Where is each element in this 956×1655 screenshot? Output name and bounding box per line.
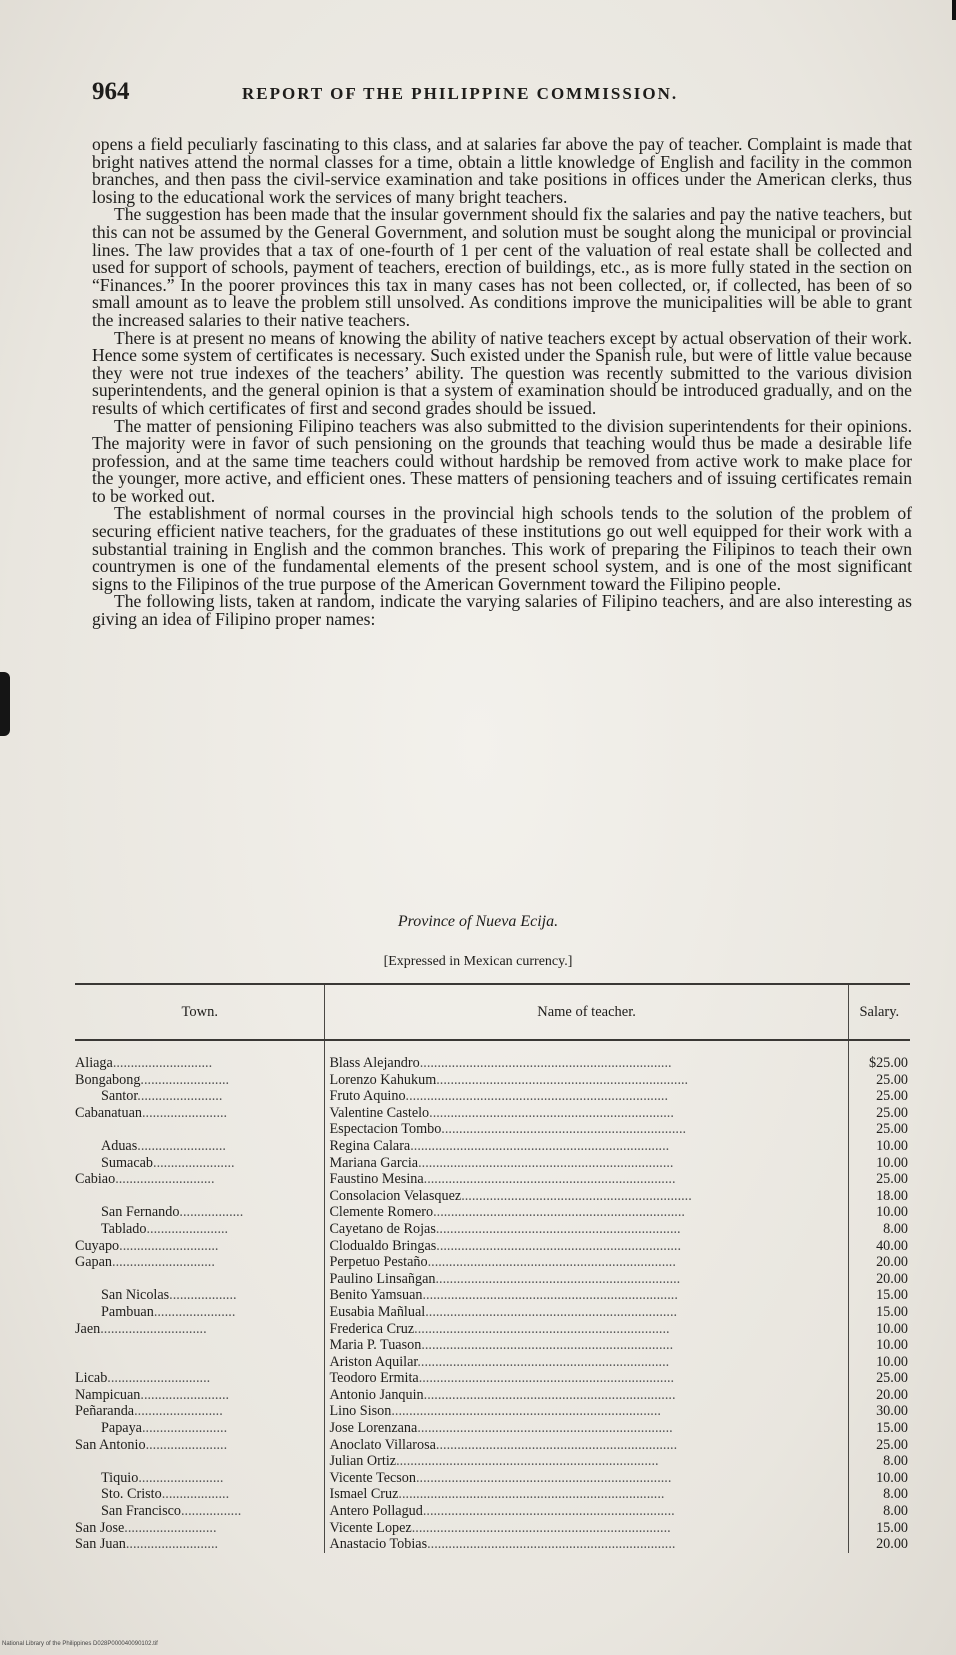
leader-dots: ...................................................................... <box>427 1254 676 1271</box>
teacher-name: Clemente Romero <box>329 1204 434 1221</box>
cell-town <box>75 1470 325 1487</box>
table-row <box>75 1337 910 1354</box>
table-row <box>75 1188 910 1205</box>
cell-teacher-name <box>325 1171 848 1188</box>
leader-dots: ..................................................................... <box>435 1270 681 1287</box>
town-name: San Fernando <box>101 1204 180 1221</box>
teacher-name: Antero Pollagud <box>329 1503 423 1520</box>
table-row <box>75 1354 910 1371</box>
teacher-name: Anastacio Tobias <box>329 1536 428 1553</box>
cell-salary: 20.00 <box>876 1270 908 1287</box>
table-row <box>75 1155 910 1172</box>
table-subtitle: [Expressed in Mexican currency.] <box>383 954 573 969</box>
page-header <box>92 78 912 106</box>
cell-salary: 25.00 <box>876 1088 908 1105</box>
cell-teacher-name <box>325 1287 848 1304</box>
leader-dots: ......................... <box>137 1137 226 1154</box>
cell-town <box>75 1486 325 1503</box>
leader-dots: .............................. <box>100 1320 207 1337</box>
teacher-name: Faustino Mesina <box>329 1171 424 1188</box>
leader-dots: ........................................................................ <box>417 1420 673 1437</box>
cell-salary: 25.00 <box>876 1436 908 1453</box>
town-name: San Juan <box>75 1536 126 1553</box>
cell-teacher-name <box>325 1304 848 1321</box>
leader-dots: .......................................................................... <box>396 1453 659 1470</box>
cell-town <box>75 1171 325 1188</box>
cell-town <box>75 1188 325 1205</box>
paragraph: The establishment of normal courses in the provincial high schools tends to the solution of the problem of securing efficient native teachers, for the graduates of these institutions go out well equipped for their work with a substantial training in English and the common branches. This work of preparing the Filipinos to teach their own countrymen is one of the fundamental elements of the present school system, and is one of the most significant signs to the Filipinos of the true purpose of the American Government toward the Filipino people. <box>92 503 912 594</box>
cell-teacher-name <box>325 1155 848 1172</box>
column-header-name: Name of teacher. <box>325 984 848 1040</box>
table-row <box>75 1503 910 1520</box>
cell-town <box>75 1321 325 1338</box>
cell-town <box>75 1287 325 1304</box>
leader-dots: ............................. <box>107 1370 211 1387</box>
cell-town <box>75 1520 325 1537</box>
cell-salary: 8.00 <box>883 1503 908 1520</box>
cell-teacher-name <box>325 1420 848 1437</box>
leader-dots: ....................................................................... <box>423 1386 676 1403</box>
town-name: Cabanatuan <box>75 1104 142 1121</box>
table-row <box>75 1321 910 1338</box>
cell-town <box>75 1138 325 1155</box>
cell-salary: 10.00 <box>876 1320 908 1337</box>
town-name: Santor <box>101 1088 138 1105</box>
cell-salary: 20.00 <box>876 1254 908 1271</box>
table-row <box>75 1470 910 1487</box>
cell-town <box>75 1155 325 1172</box>
leader-dots: ................... <box>161 1486 230 1503</box>
table-row <box>75 1105 910 1122</box>
leader-dots: ......................................................................... <box>410 1137 670 1154</box>
teacher-name: Clodualdo Bringas <box>329 1237 437 1254</box>
cell-teacher-name <box>325 1337 848 1354</box>
cell-salary: 10.00 <box>876 1154 908 1171</box>
teacher-name: Frederica Cruz <box>329 1320 415 1337</box>
leader-dots: ......................... <box>140 1386 230 1403</box>
teacher-name: Eusabia Mañlual <box>329 1303 426 1320</box>
teacher-name: Benito Yamsuan <box>329 1287 423 1304</box>
cell-teacher-name <box>325 1138 848 1155</box>
table-row <box>75 1221 910 1238</box>
teacher-name: Regina Calara <box>329 1137 411 1154</box>
teacher-name: Paulino Linsañgan <box>329 1270 436 1287</box>
cell-salary: 10.00 <box>876 1353 908 1370</box>
leader-dots: ....................................................................... <box>425 1303 678 1320</box>
table-row <box>75 1171 910 1188</box>
cell-salary: 18.00 <box>876 1187 908 1204</box>
cell-town <box>75 1503 325 1520</box>
cell-salary: 25.00 <box>876 1370 908 1387</box>
leader-dots: ........................ <box>138 1469 224 1486</box>
cell-salary: 25.00 <box>876 1121 908 1138</box>
cell-salary: 15.00 <box>876 1519 908 1536</box>
leader-dots: ............................ <box>112 1055 213 1071</box>
cell-teacher-name <box>325 1370 848 1387</box>
cell-town <box>75 1088 325 1105</box>
cell-teacher-name <box>325 1503 848 1520</box>
leader-dots: ....................... <box>145 1436 228 1453</box>
teacher-name: Jose Lorenzana <box>329 1420 418 1437</box>
leader-dots: ....................... <box>153 1303 236 1320</box>
leader-dots: ........................................................................ <box>418 1154 674 1171</box>
cell-teacher-name <box>325 1453 848 1470</box>
leader-dots: ....................................................................... <box>436 1071 689 1088</box>
leader-dots: ....................................................................... <box>417 1353 670 1370</box>
table-row <box>75 1088 910 1105</box>
town-name: Sto. Cristo <box>101 1486 162 1503</box>
leader-dots: ...................................................................... <box>427 1536 676 1553</box>
teacher-name: Maria P. Tuason <box>329 1337 422 1354</box>
table-row <box>75 1304 910 1321</box>
town-name: San Antonio <box>75 1436 146 1453</box>
leader-dots: ........................................................................ <box>422 1287 678 1304</box>
table-row <box>75 1254 910 1271</box>
teacher-name: Blass Alejandro <box>329 1055 420 1071</box>
teacher-name: Mariana Garcia <box>329 1154 419 1171</box>
teacher-name: Teodoro Ermita <box>329 1370 419 1387</box>
teacher-name: Antonio Janquin <box>329 1386 424 1403</box>
leader-dots: .................................................................... <box>435 1436 678 1453</box>
cell-salary: $25.00 <box>868 1055 908 1071</box>
leader-dots: ........................................................................ <box>418 1370 675 1387</box>
teacher-name: Consolacion Velasquez <box>329 1187 462 1204</box>
leader-dots: ..................................................................... <box>435 1220 681 1237</box>
cell-town <box>75 1403 325 1420</box>
cell-town <box>75 1040 325 1072</box>
cell-teacher-name <box>325 1238 848 1255</box>
teacher-name: Ariston Aquilar <box>329 1353 418 1370</box>
body-text <box>92 136 912 629</box>
leader-dots: .......................... <box>124 1519 217 1536</box>
leader-dots: ....................... <box>153 1154 235 1171</box>
cell-teacher-name <box>325 1221 848 1238</box>
leader-dots: ........................ <box>141 1104 228 1121</box>
leader-dots: ....................................................................... <box>433 1204 685 1221</box>
table-header-row <box>75 984 910 1040</box>
leader-dots: ............................................................................ <box>391 1403 661 1420</box>
teacher-name: Fruto Aquino <box>329 1088 406 1105</box>
teacher-name: Vicente Tecson <box>329 1469 416 1486</box>
cell-salary: 40.00 <box>876 1237 908 1254</box>
cell-teacher-name <box>325 1105 848 1122</box>
teacher-name: Cayetano de Rojas <box>329 1220 436 1237</box>
cell-town <box>75 1370 325 1387</box>
leader-dots: ..................................................................... <box>436 1237 681 1254</box>
town-name: San Jose <box>75 1519 125 1536</box>
table-body <box>75 1040 910 1553</box>
cell-salary: 15.00 <box>876 1303 908 1320</box>
leader-dots: ............................ <box>115 1171 215 1188</box>
column-header-salary: Salary. <box>848 984 910 1040</box>
cell-teacher-name <box>325 1403 848 1420</box>
cell-teacher-name <box>325 1354 848 1371</box>
teacher-name: Lorenzo Kahukum <box>329 1071 437 1088</box>
table-title: Province of Nueva Ecija. <box>397 913 559 930</box>
cell-town <box>75 1387 325 1404</box>
leader-dots: ......................................................................... <box>411 1519 671 1536</box>
cell-town <box>75 1304 325 1321</box>
leader-dots: ....................... <box>146 1220 229 1237</box>
cell-town <box>75 1238 325 1255</box>
footer-note: National Library of the Philippines D028P000040090102.tif <box>2 1641 158 1647</box>
cell-salary: 20.00 <box>876 1536 908 1553</box>
leader-dots: ....................................................................... <box>423 1171 676 1188</box>
cell-town <box>75 1072 325 1089</box>
cell-salary: 8.00 <box>883 1453 908 1470</box>
leader-dots: ........................ <box>137 1088 223 1105</box>
leader-dots: ............................. <box>112 1254 215 1271</box>
leader-dots: ................. <box>181 1503 242 1520</box>
leader-dots: ....................................................................... <box>421 1337 674 1354</box>
town-name: Aliaga <box>75 1055 113 1071</box>
cell-salary: 10.00 <box>876 1469 908 1486</box>
cell-teacher-name <box>325 1486 848 1503</box>
table-row <box>75 1072 910 1089</box>
leader-dots: ....................................................................... <box>419 1055 672 1071</box>
teacher-name: Espectacion Tombo <box>329 1121 442 1138</box>
cell-salary: 25.00 <box>876 1171 908 1188</box>
cell-salary: 25.00 <box>876 1104 908 1121</box>
cell-teacher-name <box>325 1121 848 1138</box>
cell-salary: 25.00 <box>876 1071 908 1088</box>
town-name: Peñaranda <box>75 1403 135 1420</box>
table-row <box>75 1287 910 1304</box>
cell-town <box>75 1121 325 1138</box>
cell-teacher-name <box>325 1271 848 1288</box>
cell-town <box>75 1337 325 1354</box>
teacher-name: Julian Ortiz <box>329 1453 397 1470</box>
leader-dots: .......................................................................... <box>405 1088 669 1105</box>
running-head: REPORT OF THE PHILIPPINE COMMISSION. <box>242 84 679 103</box>
town-name: Pambuan <box>101 1303 154 1320</box>
table-row <box>75 1420 910 1437</box>
cell-town <box>75 1453 325 1470</box>
table-row <box>75 1453 910 1470</box>
cell-town <box>75 1254 325 1271</box>
table-row <box>75 1437 910 1454</box>
leader-dots: ........................................................................ <box>416 1469 672 1486</box>
cell-teacher-name <box>325 1188 848 1205</box>
column-header-town: Town. <box>75 984 325 1040</box>
town-name: Papaya <box>101 1420 142 1437</box>
cell-teacher-name <box>325 1437 848 1454</box>
paragraph: There is at present no means of knowing the ability of native teachers except by actual observation of their work. Hence some system of certificates is necessary. Such existed under the Spanish rule, but were of little value because they were not true indexes of the teachers’ ability. The question was recently submitted to the various division superintendents, and the general opinion is that a system of examination should be introduced gradually, and on the results of which certificates of first and second grades should be issued. <box>92 327 912 418</box>
leader-dots: ............................ <box>119 1237 219 1254</box>
teacher-name: Valentine Castelo <box>329 1104 430 1121</box>
town-name: San Nicolas <box>101 1287 170 1304</box>
leader-dots: ........................................................................... <box>398 1486 665 1503</box>
cell-town <box>75 1536 325 1553</box>
table-row <box>75 1486 910 1503</box>
binding-mark <box>0 672 10 736</box>
cell-salary: 15.00 <box>876 1287 908 1304</box>
table-row <box>75 1370 910 1387</box>
town-name: Sumacab <box>101 1154 154 1171</box>
cell-salary: 8.00 <box>883 1220 908 1237</box>
table-row <box>75 1271 910 1288</box>
teacher-name: Ismael Cruz <box>329 1486 399 1503</box>
leader-dots: ................... <box>169 1287 237 1304</box>
cell-salary: 10.00 <box>876 1337 908 1354</box>
cell-teacher-name <box>325 1204 848 1221</box>
table-row <box>75 1520 910 1537</box>
paragraph: opens a field peculiarly fascinating to this class, and at salaries far above the pay of teacher. Complaint is made that bright natives attend the normal classes for a time, obtain a little knowledge of English and facility in the common branches, and then pass the civil-service examination and take positions in offices under the American clerks, thus losing to the educational work the services of many bright teachers. <box>92 134 912 207</box>
cell-town <box>75 1437 325 1454</box>
teacher-name: Lino Sison <box>329 1403 392 1420</box>
town-name: Gapan <box>75 1254 113 1271</box>
cell-teacher-name <box>325 1321 848 1338</box>
town-name: San Francisco <box>101 1503 181 1520</box>
table-row <box>75 1403 910 1420</box>
page-number: 964 <box>92 78 130 105</box>
town-name: Nampicuan <box>75 1386 141 1403</box>
cell-town <box>75 1221 325 1238</box>
cell-teacher-name <box>325 1387 848 1404</box>
cell-town <box>75 1271 325 1288</box>
table-row <box>75 1238 910 1255</box>
leader-dots: ......................... <box>140 1071 230 1088</box>
leader-dots: ........................................................................ <box>414 1320 670 1337</box>
leader-dots: ................................................................. <box>461 1187 692 1204</box>
leader-dots: ........................ <box>141 1420 228 1437</box>
teacher-name: Anoclato Villarosa <box>329 1436 436 1453</box>
cell-teacher-name <box>325 1470 848 1487</box>
town-name: Bongabong <box>75 1071 141 1088</box>
cell-town <box>75 1105 325 1122</box>
cell-salary: 10.00 <box>876 1204 908 1221</box>
town-name: Aduas <box>101 1137 138 1154</box>
cell-salary: 30.00 <box>876 1403 908 1420</box>
cell-salary: 15.00 <box>876 1420 908 1437</box>
paragraph: The matter of pensioning Filipino teachers was also submitted to the division superintendents for their opinions. The majority were in favor of such pensioning on the grounds that teaching would thus be made a desirable life profession, and at the same time teachers could without hardship be removed from active work to make place for the younger, more active, and efficient ones. These matters of pensioning teachers and of issuing certificates remain to be worked out. <box>92 415 912 506</box>
town-name: Licab <box>75 1370 108 1387</box>
teacher-name: Perpetuo Pestaño <box>329 1254 428 1271</box>
cell-teacher-name <box>325 1072 848 1089</box>
cell-teacher-name <box>325 1536 848 1553</box>
leader-dots: ..................................................................... <box>429 1104 674 1121</box>
scan-edge-mark <box>952 0 956 20</box>
town-name: Tiquio <box>101 1469 139 1486</box>
town-name: Tablado <box>101 1220 147 1237</box>
cell-town <box>75 1420 325 1437</box>
table-row <box>75 1040 910 1072</box>
teacher-name: Vicente Lopez <box>329 1519 412 1536</box>
cell-town <box>75 1354 325 1371</box>
cell-teacher-name <box>325 1520 848 1537</box>
leader-dots: ..................................................................... <box>441 1121 687 1138</box>
cell-teacher-name <box>325 1040 848 1072</box>
town-name: Cuyapo <box>75 1237 120 1254</box>
town-name: Jaen <box>75 1320 101 1337</box>
leader-dots: .......................... <box>125 1536 219 1553</box>
table-row <box>75 1536 910 1553</box>
leader-dots: ......................... <box>134 1403 223 1420</box>
cell-teacher-name <box>325 1088 848 1105</box>
paragraph: The following lists, taken at random, indicate the varying salaries of Filipino teachers, and are also interesting as giving an idea of Filipino proper names: <box>92 591 912 630</box>
cell-town <box>75 1204 325 1221</box>
leader-dots: ....................................................................... <box>422 1503 675 1520</box>
cell-salary: 20.00 <box>876 1386 908 1403</box>
paragraph: The suggestion has been made that the insular government should fix the salaries and pay the native teachers, but this can not be assumed by the General Government, and solution must be sought along the municipal or provincial lines. The law provides that a tax of one-fourth of 1 per cent of the valuation of real estate shall be collected and used for support of schools, payment of teachers, erection of buildings, etc., as is more fully stated in the section on “Finances.” In the poorer provinces this tax in many cases has not been collected, or, if collected, has been of so small amount as to leave the problem still unsolved. As conditions improve the municipalities will be able to grant the increased salaries to their native teachers. <box>92 204 912 330</box>
cell-teacher-name <box>325 1254 848 1271</box>
table-row <box>75 1387 910 1404</box>
salary-table <box>75 983 910 1553</box>
cell-salary: 10.00 <box>876 1137 908 1154</box>
table-row <box>75 1204 910 1221</box>
town-name: Cabiao <box>75 1171 116 1188</box>
table-row <box>75 1138 910 1155</box>
leader-dots: .................. <box>179 1204 244 1221</box>
cell-salary: 8.00 <box>883 1486 908 1503</box>
table-row <box>75 1121 910 1138</box>
